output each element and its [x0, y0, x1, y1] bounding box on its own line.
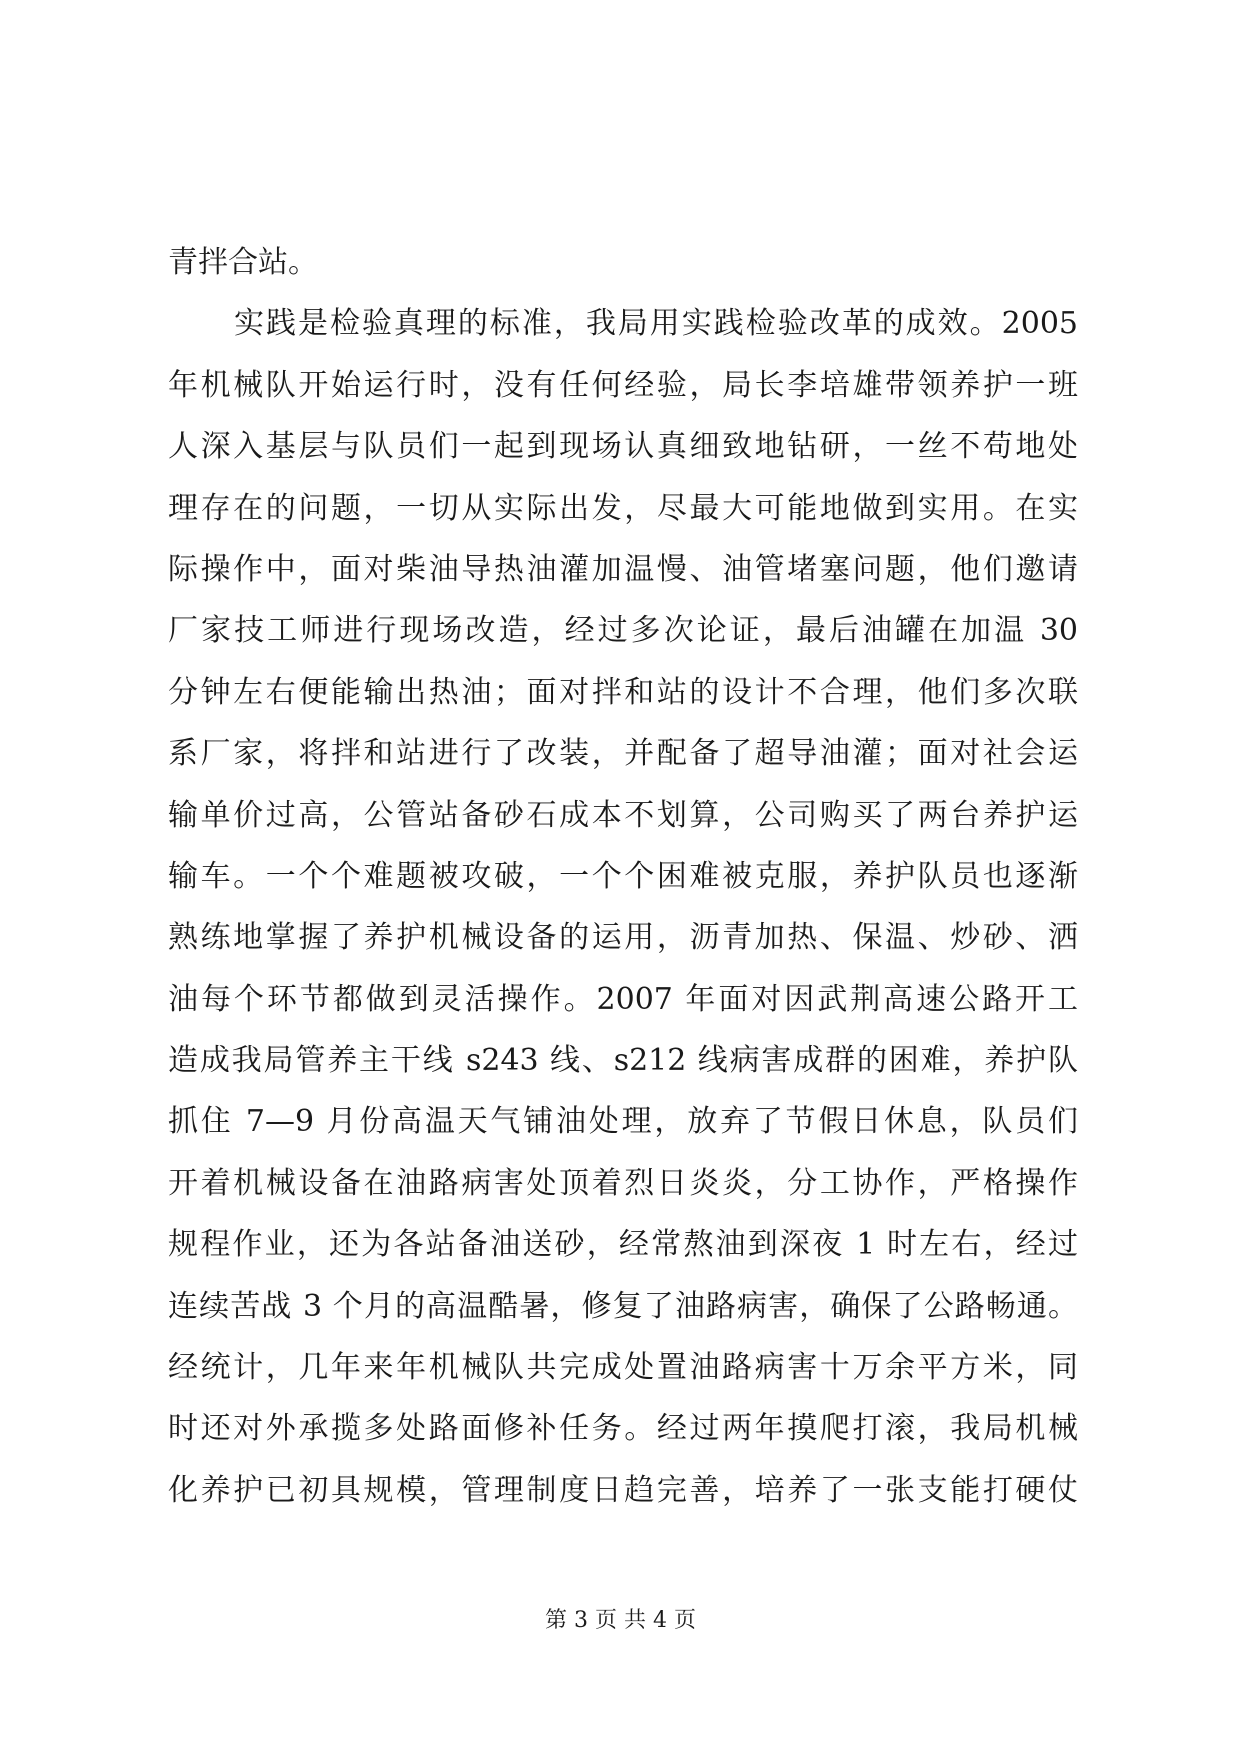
paragraph-first-line: 实践是检验真理的标准，我局用实践检验改革的成效。2005 — [234, 306, 1078, 342]
page-number-footer: 第 3 页 共 4 页 — [545, 1608, 696, 1633]
text-line: 输单价过高，公管站备砂石成本不划算，公司购买了两台养护运 — [168, 797, 1078, 833]
text-line: 经统计，几年来年机械队共完成处置油路病害十万余平方米，同 — [168, 1350, 1078, 1386]
text-line: 人深入基层与队员们一起到现场认真细致地钻研，一丝不苟地处 — [168, 429, 1078, 465]
text-line: 年机械队开始运行时，没有任何经验，局长李培雄带领养护一班 — [168, 367, 1078, 403]
text-line: 造成我局管养主干线 s243 线、s212 线病害成群的困难，养护队 — [168, 1043, 1078, 1079]
text-line: 际操作中，面对柴油导热油灌加温慢、油管堵塞问题，他们邀请 — [168, 551, 1078, 587]
text-line: 输车。一个个难题被攻破，一个个困难被克服，养护队员也逐渐 — [168, 858, 1078, 894]
text-line: 熟练地掌握了养护机械设备的运用，沥青加热、保温、炒砂、洒 — [168, 920, 1078, 956]
text-line: 理存在的问题，一切从实际出发，尽最大可能地做到实用。在实 — [168, 490, 1078, 526]
text-line: 开着机械设备在油路病害处顶着烈日炎炎，分工协作，严格操作 — [168, 1165, 1078, 1201]
text-line: 厂家技工师进行现场改造，经过多次论证，最后油罐在加温 30 — [168, 613, 1078, 649]
text-line: 抓住 7—9 月份高温天气铺油处理，放弃了节假日休息，队员们 — [168, 1104, 1078, 1140]
text-line: 分钟左右便能输出热油；面对拌和站的设计不合理，他们多次联 — [168, 674, 1078, 710]
text-line: 规程作业，还为各站备油送砂，经常熬油到深夜 1 时左右，经过 — [168, 1227, 1078, 1263]
text-line: 时还对外承揽多处路面修补任务。经过两年摸爬打滚，我局机械 — [168, 1411, 1078, 1447]
text-line: 化养护已初具规模，管理制度日趋完善，培养了一张支能打硬仗 — [168, 1472, 1078, 1508]
body-text — [168, 232, 1078, 1521]
text-line: 青拌合站。 — [168, 245, 318, 280]
text-line: 连续苦战 3 个月的高温酷暑，修复了油路病害，确保了公路畅通。 — [168, 1288, 1078, 1324]
text-line: 系厂家，将拌和站进行了改装，并配备了超导油灌；面对社会运 — [168, 736, 1078, 772]
text-line: 油每个环节都做到灵活操作。2007 年面对因武荆高速公路开工 — [168, 981, 1078, 1017]
